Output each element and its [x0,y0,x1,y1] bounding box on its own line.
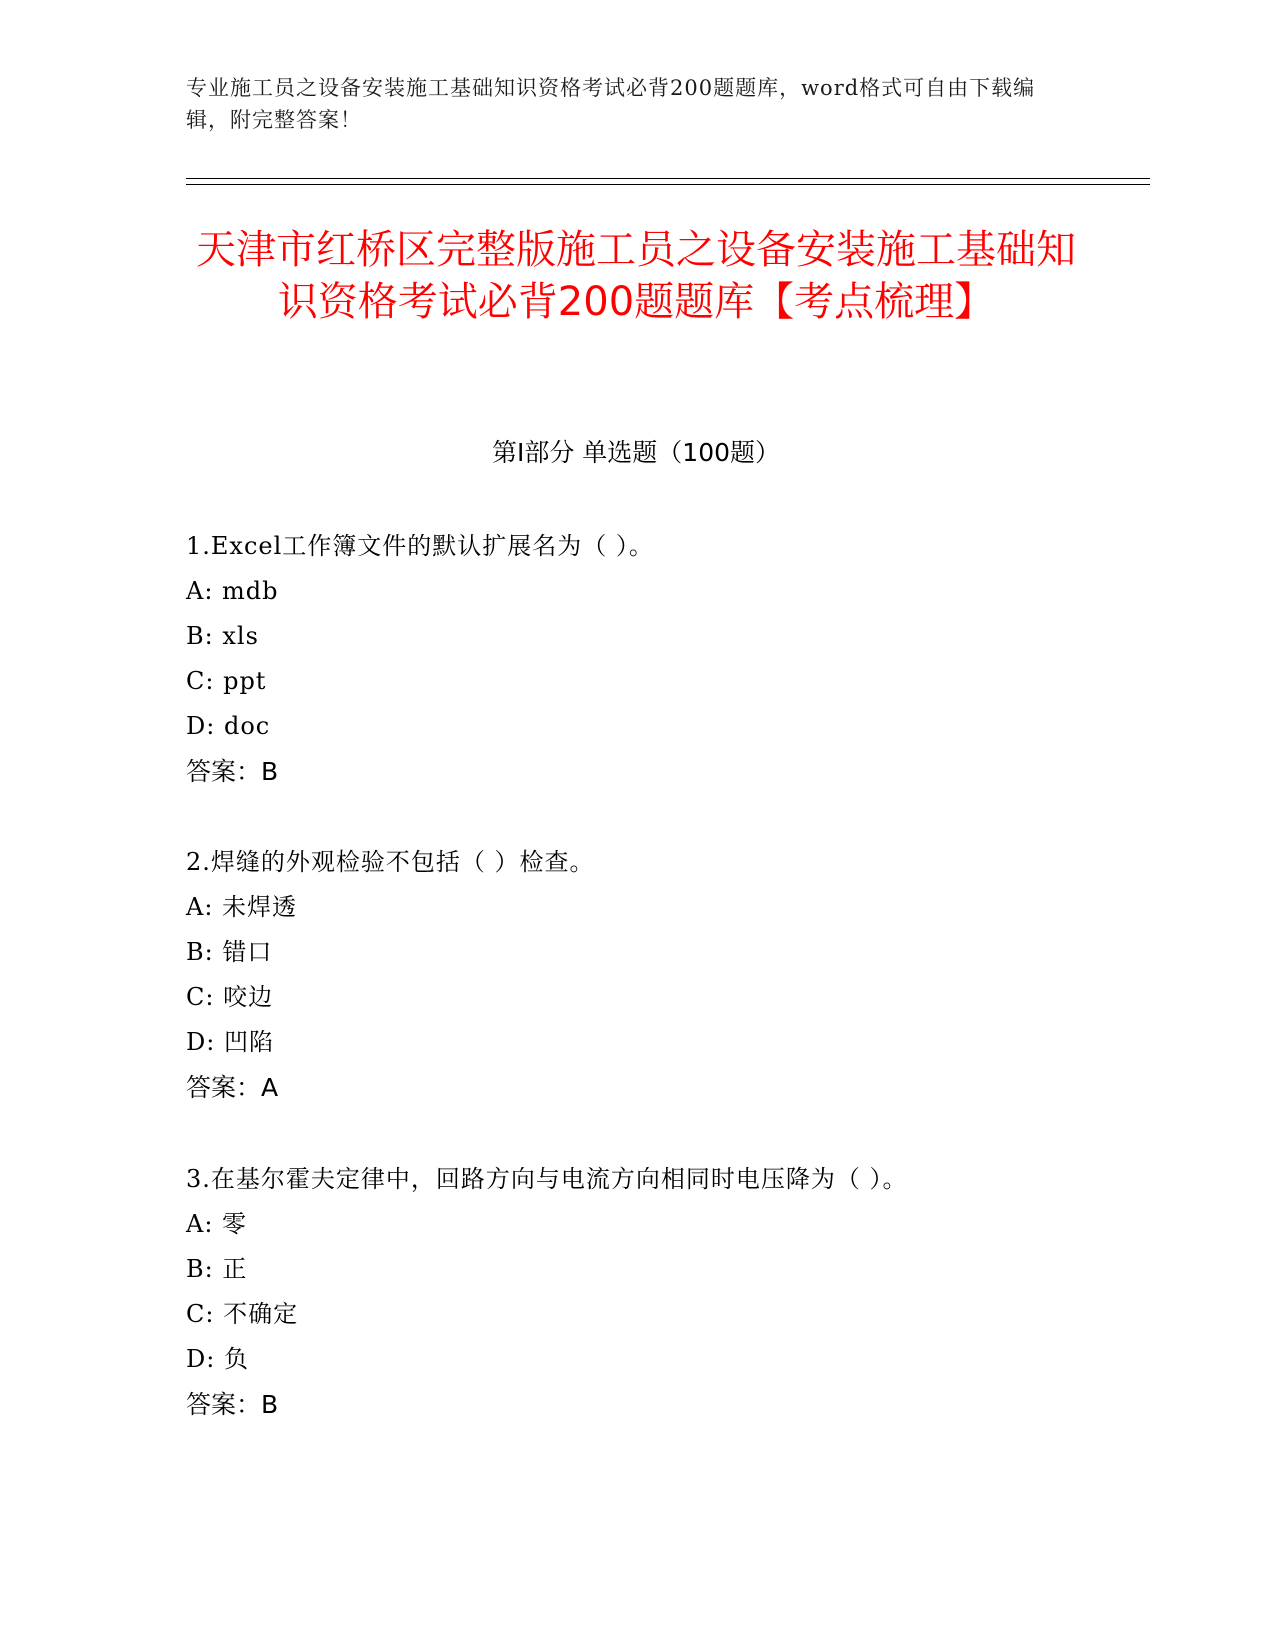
option-d: D: 凹陷 [186,1028,274,1056]
option-a: A: mdb [186,577,279,605]
option-b: B: xls [186,622,259,650]
question-answer: 答案：A [186,1073,279,1102]
option-b: B: 错口 [186,938,273,966]
option-d: D: doc [186,712,271,740]
question-answer: 答案：B [186,1390,279,1419]
option-c: C: ppt [186,667,267,695]
section-title: 第Ⅰ部分 单选题（100题） [491,438,781,467]
question-stem: 1.Excel工作簿文件的默认扩展名为（ ）。 [186,532,654,560]
question-stem: 2.焊缝的外观检验不包括（ ）检查。 [186,848,595,876]
document-title: 天津市红桥区完整版施工员之设备安装施工基础知识资格考试必背200题题库【考点梳理】 [196,227,1076,325]
option-d: D: 负 [186,1345,249,1373]
option-a: A: 零 [186,1210,248,1238]
question-stem: 3.在基尔霍夫定律中，回路方向与电流方向相同时电压降为（ ）。 [186,1165,908,1193]
question-3 [186,1157,1086,1427]
option-c: C: 咬边 [186,983,274,1011]
question-1 [186,524,1086,794]
question-2 [186,840,1086,1110]
option-a: A: 未焊透 [186,893,298,921]
header-divider-top [186,178,1150,179]
question-answer: 答案：B [186,757,279,786]
header-intro-text: 专业施工员之设备安装施工基础知识资格考试必背200题题库，word格式可自由下载编辑，附完整答案！ [186,76,1036,132]
header-divider-bottom [186,184,1150,185]
option-c: C: 不确定 [186,1300,299,1328]
option-b: B: 正 [186,1255,248,1283]
